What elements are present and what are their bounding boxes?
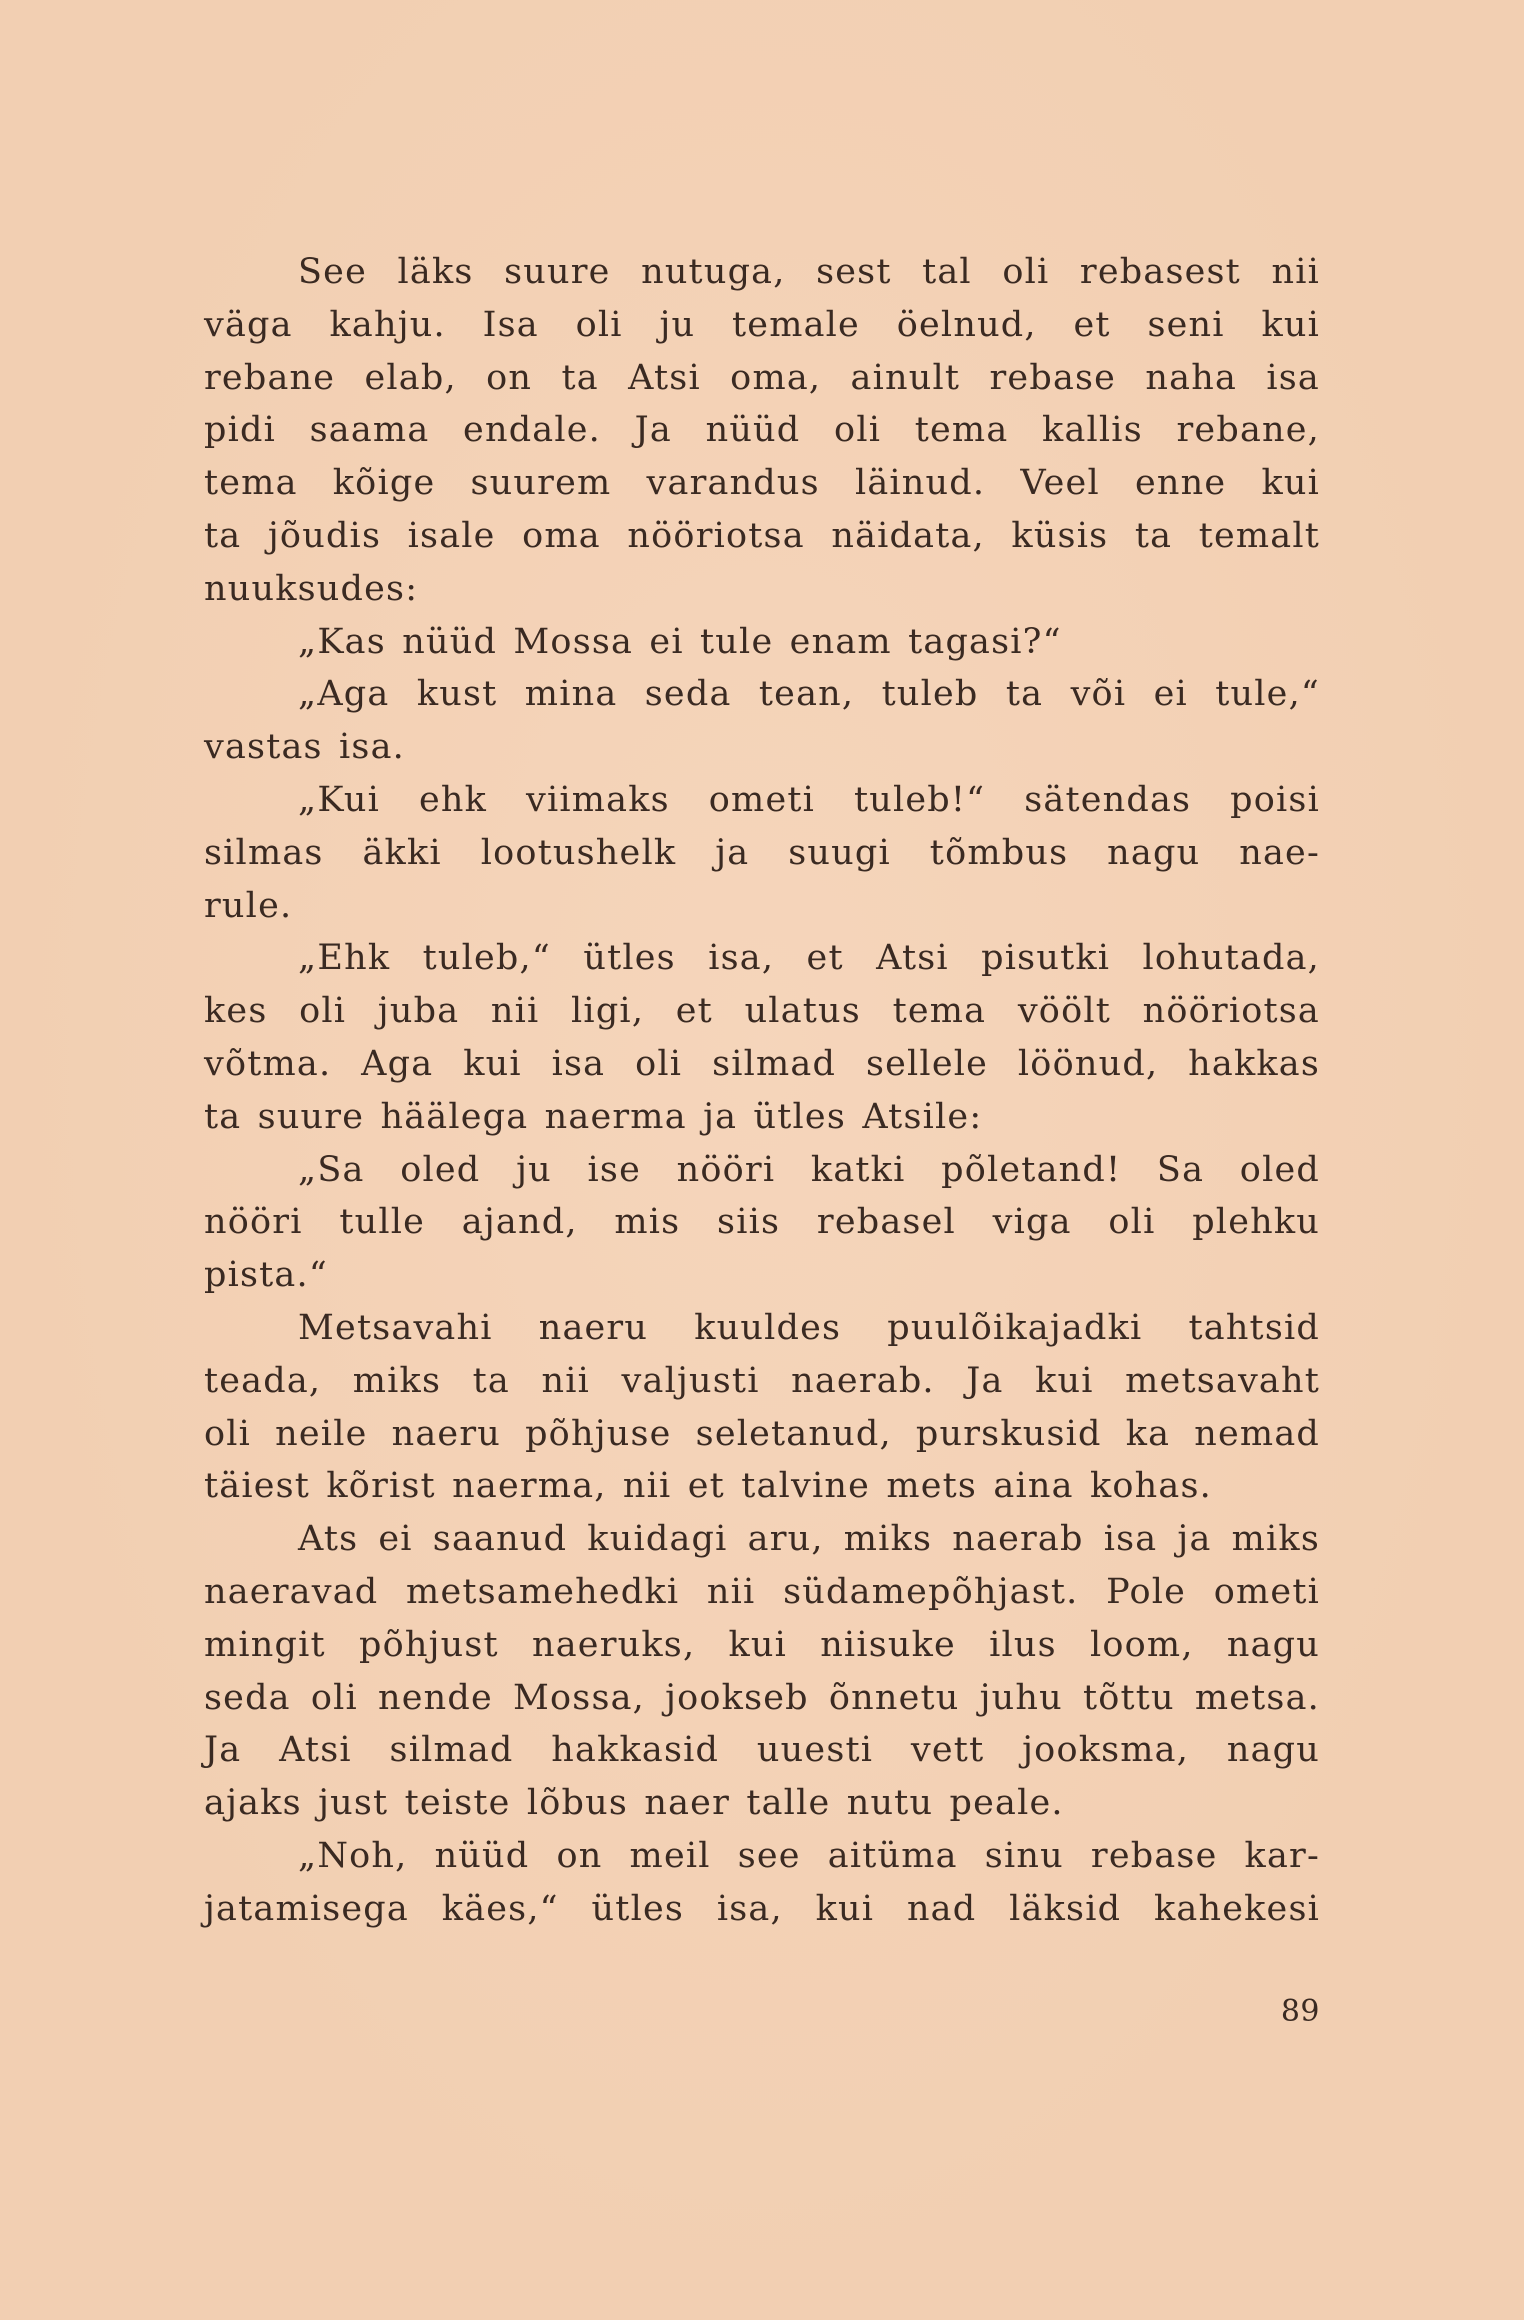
- text-line: ta jõudis isale oma nööriotsa näidata, küsis ta temalt: [204, 515, 1320, 556]
- text-line: tema kõige suurem varandus läinud. Veel enne kui: [204, 463, 1320, 504]
- page-number: 89: [1280, 1994, 1320, 2029]
- text-line: pista.“: [204, 1255, 328, 1296]
- body-text: [204, 246, 1320, 1936]
- text-line: Ats ei saanud kuidagi aru, miks naerab isa ja miks: [298, 1519, 1320, 1560]
- text-line: teada, miks ta nii valjusti naerab. Ja kui metsavaht: [204, 1360, 1320, 1401]
- text-line: vastas isa.: [204, 727, 405, 768]
- text-line: „Kas nüüd Mossa ei tule enam tagasi?“: [298, 621, 1062, 662]
- text-line: „Kui ehk viimaks ometi tuleb!“ sätendas poisi: [298, 779, 1320, 820]
- text-line: Ja Atsi silmad hakkasid uuesti vett jooksma, nagu: [204, 1730, 1320, 1771]
- text-line: „Noh, nüüd on meil see aitüma sinu rebase kar-: [298, 1835, 1320, 1876]
- text-line: oli neile naeru põhjuse seletanud, purskusid ka nemad: [204, 1413, 1320, 1454]
- text-line: rebane elab, on ta Atsi oma, ainult rebase naha isa: [204, 357, 1320, 398]
- text-line: seda oli nende Mossa, jookseb õnnetu juhu tõttu metsa.: [204, 1677, 1320, 1718]
- text-line: nuuksudes:: [204, 568, 419, 609]
- text-line: võtma. Aga kui isa oli silmad sellele löönud, hakkas: [204, 1043, 1320, 1084]
- text-line: täiest kõrist naerma, nii et talvine mets aina kohas.: [204, 1466, 1212, 1507]
- text-line: ajaks just teiste lõbus naer talle nutu peale.: [204, 1783, 1064, 1824]
- text-line: See läks suure nutuga, sest tal oli rebasest nii: [298, 252, 1320, 292]
- text-line: silmas äkki lootushelk ja suugi tõmbus nagu nae-: [204, 832, 1320, 873]
- text-line: „Ehk tuleb,“ ütles isa, et Atsi pisutki lohutada,: [298, 938, 1320, 979]
- text-line: pidi saama endale. Ja nüüd oli tema kallis rebane,: [204, 410, 1320, 451]
- text-line: rule.: [204, 885, 293, 926]
- text-line: kes oli juba nii ligi, et ulatus tema vöölt nööriotsa: [204, 991, 1320, 1032]
- text-line: mingit põhjust naeruks, kui niisuke ilus loom, nagu: [204, 1624, 1320, 1665]
- text-line: „Sa oled ju ise nööri katki põletand! Sa oled: [298, 1149, 1320, 1190]
- text-line: Metsavahi naeru kuuldes puulõikajadki tahtsid: [298, 1307, 1320, 1348]
- text-line: „Aga kust mina seda tean, tuleb ta või ei tule,“: [298, 674, 1320, 715]
- text-line: väga kahju. Isa oli ju temale öelnud, et seni kui: [204, 304, 1320, 345]
- text-line: nööri tulle ajand, mis siis rebasel viga oli plehku: [204, 1202, 1320, 1243]
- text-line: jatamisega käes,“ ütles isa, kui nad läksid kahekesi: [204, 1888, 1320, 1929]
- text-line: naeravad metsamehedki nii südamepõhjast. Pole ometi: [204, 1571, 1320, 1612]
- text-line: ta suure häälega naerma ja ütles Atsile:: [204, 1096, 983, 1137]
